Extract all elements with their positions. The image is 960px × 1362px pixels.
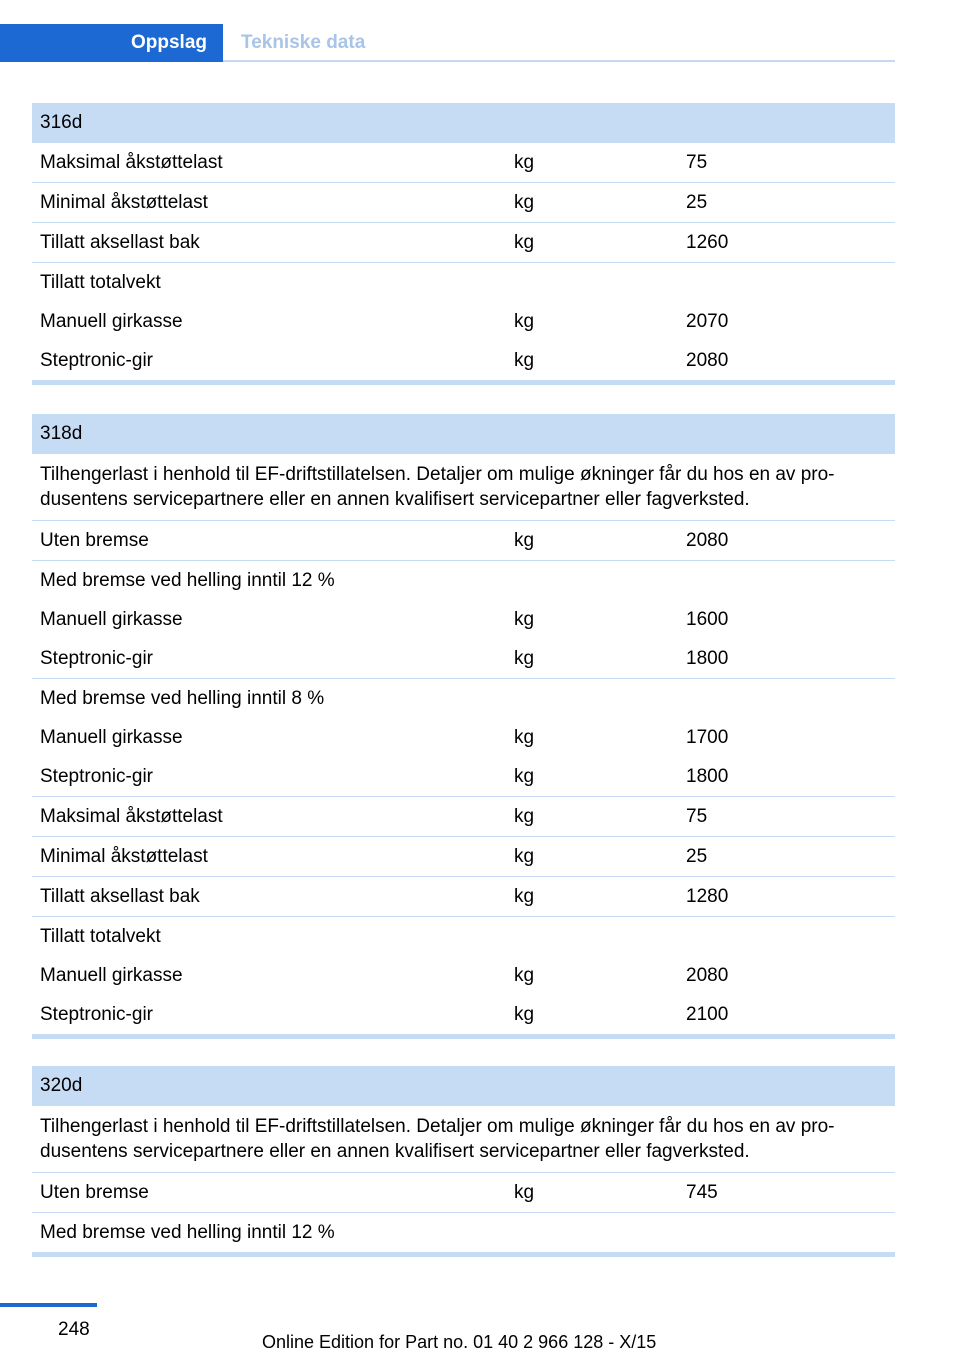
table-row (32, 956, 895, 995)
table-row (32, 263, 895, 302)
header-bar (0, 24, 895, 62)
row-unit: kg (514, 350, 535, 371)
table-row (32, 1213, 895, 1252)
table-row (32, 600, 895, 639)
footer-accent-line (0, 1303, 97, 1307)
row-unit: kg (514, 648, 535, 669)
row-value: 75 (686, 152, 708, 173)
row-label: Manuell girkasse (40, 609, 183, 630)
row-label: Tillatt aksellast bak (40, 232, 200, 253)
table-row (32, 679, 895, 718)
row-value: 1800 (686, 648, 729, 669)
row-unit: kg (514, 965, 535, 986)
row-value: 1800 (686, 766, 729, 787)
row-label: Maksimal åkstøttelast (40, 152, 223, 173)
spec-table-316d (32, 103, 895, 385)
spec-table-318d (32, 414, 895, 1039)
row-value: 1280 (686, 886, 729, 907)
row-label: Steptronic-gir (40, 648, 153, 669)
row-value: 25 (686, 192, 708, 213)
table-row (32, 561, 895, 600)
row-unit: kg (514, 806, 535, 827)
table-row (32, 639, 895, 679)
row-value: 2080 (686, 530, 729, 551)
row-value: 75 (686, 806, 708, 827)
spec-note: Tilhengerlast i henhold til EF-driftstillatelsen. Detaljer om mulige økninger får du hos en av produsentens servicepartnere eller en annen kvalifisert servicepartner eller fagverksted. (32, 454, 895, 521)
table-row (32, 917, 895, 956)
row-unit: kg (514, 1182, 535, 1203)
table-row (32, 797, 895, 837)
row-unit: kg (514, 886, 535, 907)
row-label: Uten bremse (40, 1182, 149, 1203)
row-label: Minimal åkstøttelast (40, 846, 208, 867)
row-label: Tillatt totalvekt (40, 272, 161, 293)
tab-tekniske-data[interactable]: Tekniske data (241, 32, 366, 53)
spec-note: Tilhengerlast i henhold til EF-driftstillatelsen. Detaljer om mulige økninger får du hos en av produsentens servicepartnere eller en annen kvalifisert servicepartner eller fagverksted. (32, 1106, 895, 1173)
row-unit: kg (514, 232, 535, 253)
edition-text: Online Edition for Part no. 01 40 2 966 128 - X/15 (262, 1332, 657, 1352)
row-value: 1600 (686, 609, 729, 630)
row-value: 2070 (686, 311, 729, 332)
row-label: Med bremse ved helling inntil 12 % (40, 1222, 335, 1243)
row-value: 745 (686, 1182, 718, 1203)
row-unit: kg (514, 766, 535, 787)
row-label: Maksimal åkstøttelast (40, 806, 223, 827)
row-label: Tillatt aksellast bak (40, 886, 200, 907)
page-number: 248 (58, 1319, 90, 1340)
table-row (32, 718, 895, 757)
row-label: Uten bremse (40, 530, 149, 551)
row-unit: kg (514, 727, 535, 748)
row-label: Med bremse ved helling inntil 12 % (40, 570, 335, 591)
spec-title: 316d (32, 103, 895, 143)
row-value: 2100 (686, 1004, 729, 1025)
row-label: Minimal åkstøttelast (40, 192, 208, 213)
row-value: 1260 (686, 232, 729, 253)
spec-title: 318d (32, 414, 895, 454)
row-label: Manuell girkasse (40, 965, 183, 986)
row-unit: kg (514, 152, 535, 173)
row-value: 25 (686, 846, 708, 867)
table-end-bar (32, 1034, 895, 1039)
tab-oppslag[interactable]: Oppslag (0, 24, 223, 62)
row-unit: kg (514, 311, 535, 332)
spec-title: 320d (32, 1066, 895, 1106)
row-value: 1700 (686, 727, 729, 748)
row-value: 2080 (686, 350, 729, 371)
table-row (32, 183, 895, 223)
row-unit: kg (514, 192, 535, 213)
row-label: Steptronic-gir (40, 1004, 153, 1025)
row-label: Manuell girkasse (40, 727, 183, 748)
table-row (32, 995, 895, 1034)
row-value: 2080 (686, 965, 729, 986)
table-end-bar (32, 1252, 895, 1257)
row-label: Steptronic-gir (40, 766, 153, 787)
row-unit: kg (514, 530, 535, 551)
table-row (32, 341, 895, 380)
table-row (32, 521, 895, 561)
table-row (32, 757, 895, 797)
row-label: Steptronic-gir (40, 350, 153, 371)
row-unit: kg (514, 609, 535, 630)
row-unit: kg (514, 1004, 535, 1025)
row-unit: kg (514, 846, 535, 867)
table-row (32, 223, 895, 263)
table-row (32, 143, 895, 183)
row-label: Med bremse ved helling inntil 8 % (40, 688, 325, 709)
table-row (32, 837, 895, 877)
row-label: Tillatt totalvekt (40, 926, 161, 947)
table-row (32, 1173, 895, 1213)
spec-table-320d (32, 1066, 895, 1257)
header-divider (223, 60, 895, 62)
table-end-bar (32, 380, 895, 385)
table-row (32, 302, 895, 341)
table-row (32, 877, 895, 917)
row-label: Manuell girkasse (40, 311, 183, 332)
